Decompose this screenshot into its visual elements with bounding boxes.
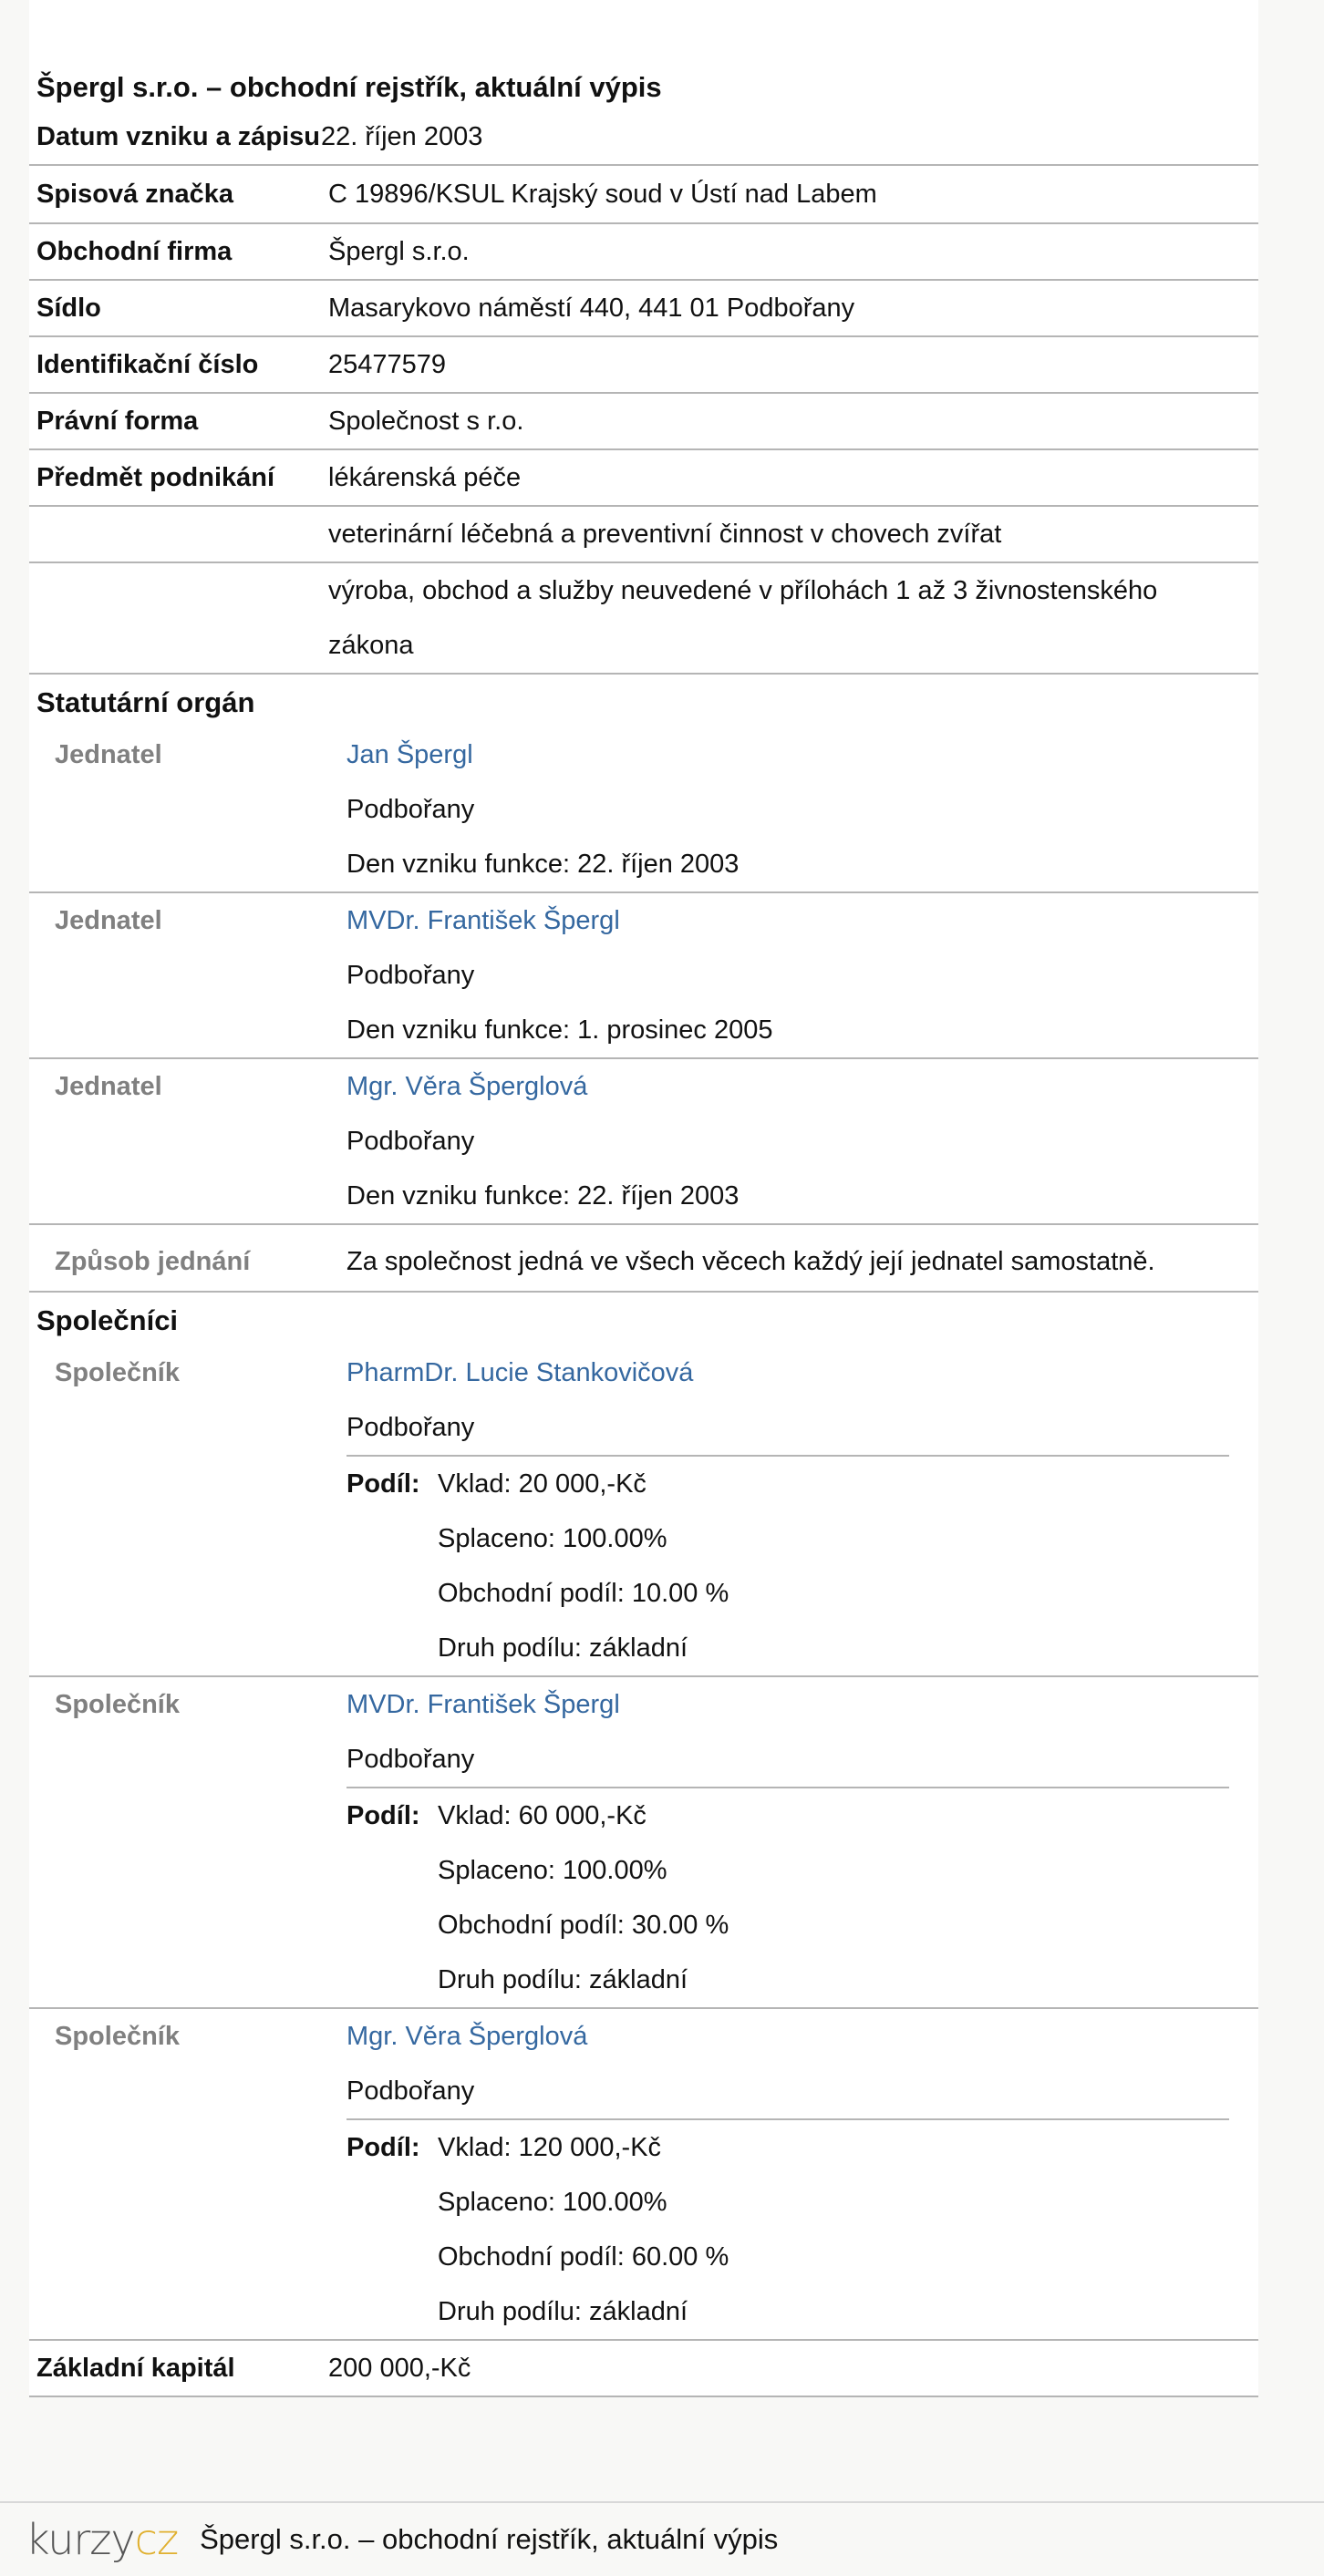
page-title: Špergl s.r.o. – obchodní rejstřík, aktuální výpis (36, 71, 662, 103)
obchodni-podil: Obchodní podíl: 30.00 % (438, 1911, 729, 1940)
person-since: Den vzniku funkce: 1. prosinec 2005 (347, 1015, 773, 1045)
role-label: Společník (55, 2022, 180, 2051)
vklad: Vklad: 60 000,-Kč (438, 1801, 646, 1830)
podil-label: Podíl: (347, 1801, 420, 1830)
value-forma: Společnost s r.o. (328, 407, 524, 436)
obchodni-podil: Obchodní podíl: 60.00 % (438, 2242, 729, 2272)
podil-block (347, 2120, 1258, 2339)
person-link[interactable]: Jan Špergl (347, 740, 473, 769)
person-link[interactable]: PharmDr. Lucie Stankovičová (347, 1358, 694, 1387)
value-predmet-2: veterinární léčebná a preventivní činnost v chovech zvířat (328, 520, 1002, 549)
footer-title: Špergl s.r.o. – obchodní rejstřík, aktuální výpis (200, 2523, 779, 2555)
value-spisova: C 19896/KSUL Krajský soud v Ústí nad Labem (328, 180, 877, 209)
splaceno: Splaceno: 100.00% (438, 1856, 667, 1885)
splaceno: Splaceno: 100.00% (438, 1524, 667, 1553)
role-label: Společník (55, 1690, 180, 1719)
footer-bar (0, 2501, 1324, 2576)
label-predmet: Předmět podnikání (36, 463, 275, 492)
label-kapital: Základní kapitál (36, 2354, 235, 2383)
podil-label: Podíl: (347, 2133, 420, 2162)
value-ico: 25477579 (328, 350, 447, 379)
podil-block (347, 1457, 1258, 1675)
person-city: Podbořany (347, 961, 475, 990)
label-firma: Obchodní firma (36, 237, 233, 266)
label-sidlo: Sídlo (36, 294, 101, 323)
podil-label: Podíl: (347, 1469, 420, 1499)
person-city: Podbořany (347, 1745, 475, 1774)
row-firma (29, 224, 1258, 281)
label-forma: Právní forma (36, 407, 199, 436)
logo-part-cz: cz (134, 2515, 179, 2564)
logo-part-kurzy: kurzy (26, 2515, 135, 2564)
row-spisova (29, 166, 1258, 224)
role-label: Jednatel (55, 740, 162, 769)
druh-podilu: Druh podílu: základní (438, 2297, 688, 2326)
value-kapital: 200 000,-Kč (328, 2354, 471, 2383)
role-label: Jednatel (55, 906, 162, 935)
person-since: Den vzniku funkce: 22. říjen 2003 (347, 850, 740, 879)
value-zpusob: Za společnost jedná ve všech věcech každý její jednatel samostatně. (347, 1247, 1155, 1276)
row-predmet-2 (29, 507, 1258, 563)
druh-podilu: Druh podílu: základní (438, 1965, 688, 1994)
label-datum: Datum vzniku a zápisu (36, 122, 321, 151)
role-label: Společník (55, 1358, 180, 1387)
person-city: Podbořany (347, 1127, 475, 1156)
value-datum: 22. říjen 2003 (321, 122, 483, 151)
vklad: Vklad: 120 000,-Kč (438, 2133, 662, 2162)
jednatel-3 (29, 1059, 1258, 1225)
row-zpusob (29, 1225, 1258, 1293)
person-link[interactable]: Mgr. Věra Šperglová (347, 2022, 588, 2051)
druh-podilu: Druh podílu: základní (438, 1633, 688, 1663)
vklad: Vklad: 20 000,-Kč (438, 1469, 646, 1499)
kurzy-logo[interactable] (26, 2515, 178, 2564)
person-link[interactable]: Mgr. Věra Šperglová (347, 1072, 588, 1101)
jednatel-2 (29, 893, 1258, 1059)
jednatel-1 (29, 727, 1258, 893)
role-label: Jednatel (55, 1072, 162, 1101)
label-zpusob: Způsob jednání (55, 1247, 251, 1276)
row-ico (29, 337, 1258, 394)
label-spisova: Spisová značka (36, 180, 233, 209)
value-predmet-3: výroba, obchod a služby neuvedené v přílohách 1 až 3 živnostenského zákona (328, 576, 1158, 660)
row-sidlo (29, 281, 1258, 337)
row-predmet-3 (29, 563, 1258, 675)
podil-block (347, 1788, 1258, 2007)
person-city: Podbořany (347, 1413, 475, 1442)
person-link[interactable]: MVDr. František Špergl (347, 906, 620, 935)
person-since: Den vzniku funkce: 22. říjen 2003 (347, 1181, 740, 1211)
spolecnik-2 (29, 1677, 1258, 2009)
scrolled-off-header (29, 0, 1258, 57)
value-firma: Špergl s.r.o. (328, 237, 470, 266)
row-predmet-1 (29, 450, 1258, 507)
section-statutarni: Statutární orgán (36, 686, 255, 718)
registry-extract (29, 55, 1258, 2397)
person-link[interactable]: MVDr. František Špergl (347, 1690, 620, 1719)
row-datum (29, 109, 1258, 166)
section-spolecnici: Společníci (36, 1304, 179, 1336)
person-city: Podbořany (347, 2076, 475, 2106)
obchodni-podil: Obchodní podíl: 10.00 % (438, 1579, 729, 1608)
row-forma (29, 394, 1258, 450)
spolecnik-3 (29, 2009, 1258, 2341)
splaceno: Splaceno: 100.00% (438, 2188, 667, 2217)
person-city: Podbořany (347, 795, 475, 824)
value-sidlo: Masarykovo náměstí 440, 441 01 Podbořany (328, 294, 855, 323)
spolecnik-1 (29, 1345, 1258, 1677)
label-ico: Identifikační číslo (36, 350, 259, 379)
value-predmet-1: lékárenská péče (328, 463, 522, 492)
row-kapital (29, 2341, 1258, 2397)
